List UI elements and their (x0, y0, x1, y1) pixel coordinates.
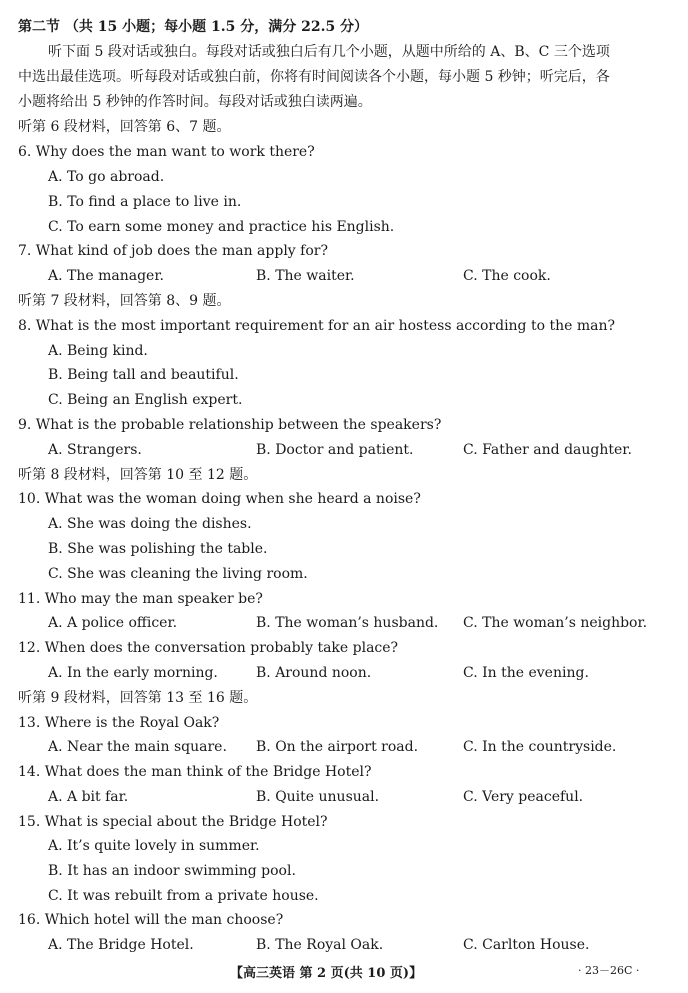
option-b: B. To find a place to live in. (48, 194, 242, 210)
option-b: B. It has an indoor swimming pool. (48, 863, 296, 879)
question-stem: 16. Which hotel will the man choose? (18, 912, 284, 928)
instruction-line-1: 听下面 5 段对话或独白。每段对话或独白后有几个小题，从题中所给的 A、B、C 三个选项 (48, 44, 610, 60)
option-a: A. The manager. (48, 268, 164, 284)
option-b: B. Being tall and beautiful. (48, 367, 239, 383)
question-stem: 10. What was the woman doing when she heard a noise? (18, 491, 421, 507)
question-stem: 6. Why does the man want to work there? (18, 144, 315, 160)
option-a: A. To go abroad. (48, 169, 165, 185)
question-stem: 13. Where is the Royal Oak? (18, 715, 220, 731)
question-stem: 12. When does the conversation probably take place? (18, 640, 399, 656)
option-b: B. Around noon. (256, 665, 372, 681)
option-b: B. Quite unusual. (256, 789, 380, 805)
question-stem: 7. What kind of job does the man apply for? (18, 243, 328, 259)
option-b: B. She was polishing the table. (48, 541, 268, 557)
instruction-line-3: 小题将给出 5 秒钟的作答时间。每段对话或独白读两遍。 (18, 94, 372, 110)
page-footer: 【高三英语 第 2 页(共 10 页)】 (230, 966, 423, 981)
option-c: C. It was rebuilt from a private house. (48, 888, 319, 904)
question-stem: 8. What is the most important requirement for an air hostess according to the man? (18, 318, 615, 334)
section-title: 第二节 （共 15 小题；每小题 1.5 分，满分 22.5 分） (18, 19, 369, 35)
option-c: C. The woman’s neighbor. (463, 615, 648, 631)
group-header: 听第 8 段材料，回答第 10 至 12 题。 (18, 467, 258, 483)
question-stem: 15. What is special about the Bridge Hotel? (18, 814, 328, 830)
option-c: C. In the evening. (463, 665, 589, 681)
option-b: B. On the airport road. (256, 739, 419, 755)
page-code: · 23－26C · (578, 964, 640, 977)
question-stem: 9. What is the probable relationship between the speakers? (18, 417, 442, 433)
option-a: A. She was doing the dishes. (48, 516, 252, 532)
option-a: A. In the early morning. (48, 665, 218, 681)
option-c: C. She was cleaning the living room. (48, 566, 308, 582)
option-c: C. Being an English expert. (48, 392, 243, 408)
option-b: B. Doctor and patient. (256, 442, 414, 458)
option-a: A. Being kind. (48, 343, 148, 359)
option-a: A. The Bridge Hotel. (48, 937, 194, 953)
option-b: B. The woman’s husband. (256, 615, 439, 631)
question-stem: 14. What does the man think of the Bridge Hotel? (18, 764, 372, 780)
option-a: A. Strangers. (48, 442, 142, 458)
option-a: A. A police officer. (48, 615, 178, 631)
option-a: A. It’s quite lovely in summer. (48, 838, 260, 854)
option-a: A. A bit far. (48, 789, 129, 805)
option-c: C. Very peaceful. (463, 789, 584, 805)
instruction-line-2: 中选出最佳选项。听每段对话或独白前，你将有时间阅读各个小题，每小题 5 秒钟；听完后，各 (18, 69, 610, 85)
option-c: C. The cook. (463, 268, 551, 284)
option-c: C. Father and daughter. (463, 442, 632, 458)
question-stem: 11. Who may the man speaker be? (18, 591, 263, 607)
option-c: C. Carlton House. (463, 937, 590, 953)
option-c: C. To earn some money and practice his English. (48, 219, 395, 235)
group-header: 听第 7 段材料，回答第 8、9 题。 (18, 293, 231, 309)
option-a: A. Near the main square. (48, 739, 227, 755)
option-c: C. In the countryside. (463, 739, 617, 755)
option-b: B. The Royal Oak. (256, 937, 384, 953)
group-header: 听第 9 段材料，回答第 13 至 16 题。 (18, 690, 258, 706)
group-header: 听第 6 段材料，回答第 6、7 题。 (18, 119, 231, 135)
option-b: B. The waiter. (256, 268, 355, 284)
